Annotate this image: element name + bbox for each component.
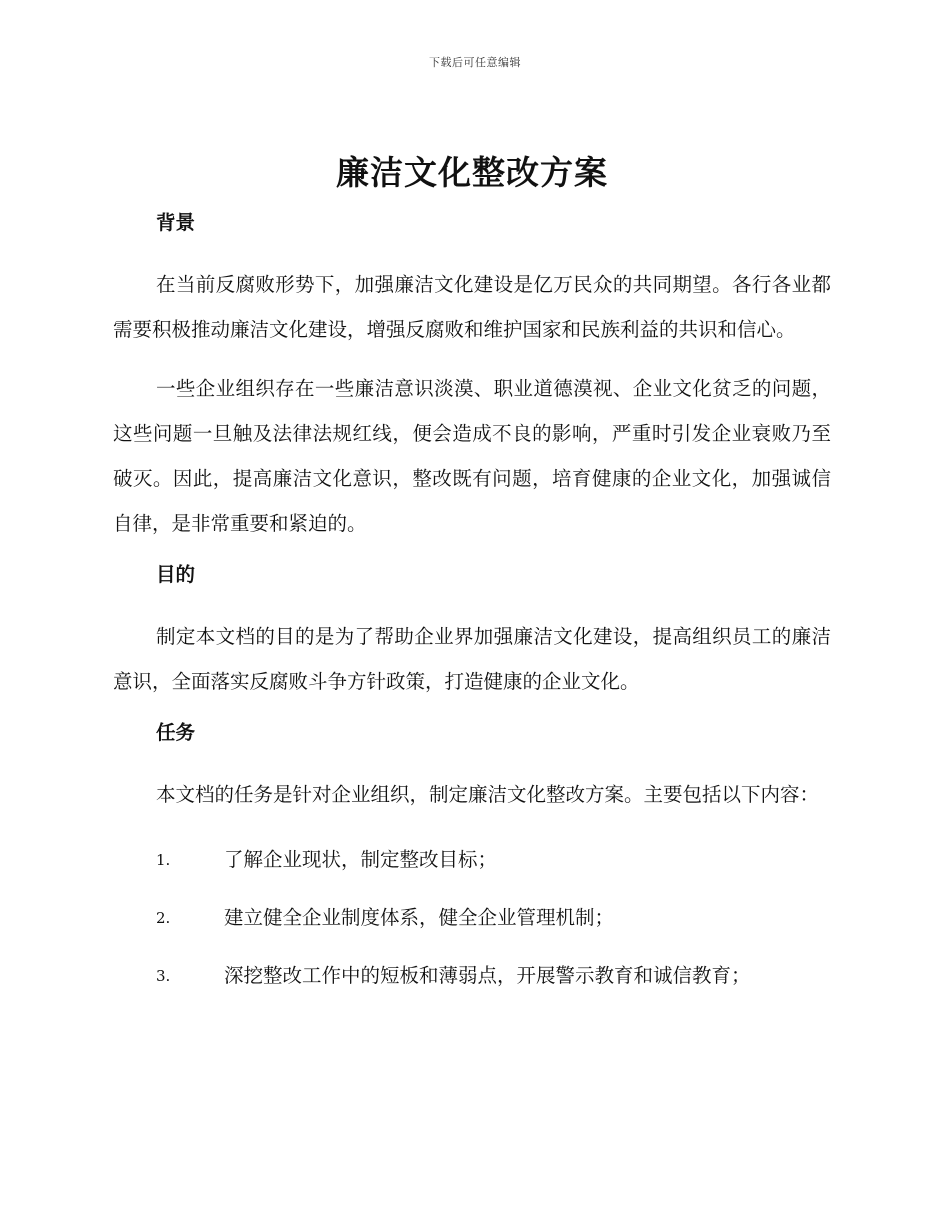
list-item — [113, 961, 831, 991]
list-item-text: 了解企业现状，制定整改目标； — [224, 848, 498, 871]
section-heading-tasks: 任务 — [156, 721, 196, 744]
list-item — [113, 845, 831, 875]
document-title: 廉洁文化整改方案 — [336, 153, 608, 192]
task-list — [113, 845, 831, 991]
paragraph: 制定本文档的目的是为了帮助企业界加强廉洁文化建设，提高组织员工的廉洁意识，全面落实反腐败斗争方针政策，打造健康的企业文化。 — [113, 625, 831, 693]
list-item — [113, 903, 831, 933]
section-heading-purpose: 目的 — [156, 563, 196, 586]
section-heading-background: 背景 — [156, 211, 196, 234]
list-item-text: 建立健全企业制度体系，健全企业管理机制； — [224, 906, 615, 929]
list-item-number: 3. — [156, 967, 171, 985]
list-item-number: 2. — [156, 909, 171, 927]
paragraph: 一些企业组织存在一些廉洁意识淡漠、职业道德漠视、企业文化贫乏的问题，这些问题一旦触及法律法规红线，便会造成不良的影响，严重时引发企业衰败乃至破灭。因此，提高廉洁文化意识，整改既有问题，培育健康的企业文化，加强诚信自律，是非常重要和紧迫的。 — [113, 377, 831, 535]
list-item-number: 1. — [156, 851, 171, 869]
page-header-note: 下载后可任意编辑 — [429, 56, 521, 69]
paragraph: 本文档的任务是针对企业组织，制定廉洁文化整改方案。主要包括以下内容： — [156, 783, 820, 806]
document-body — [113, 150, 831, 1019]
paragraph: 在当前反腐败形势下，加强廉洁文化建设是亿万民众的共同期望。各行各业都需要积极推动廉洁文化建设，增强反腐败和维护国家和民族利益的共识和信心。 — [113, 273, 831, 341]
list-item-text: 深挖整改工作中的短板和薄弱点，开展警示教育和诚信教育； — [224, 964, 751, 987]
